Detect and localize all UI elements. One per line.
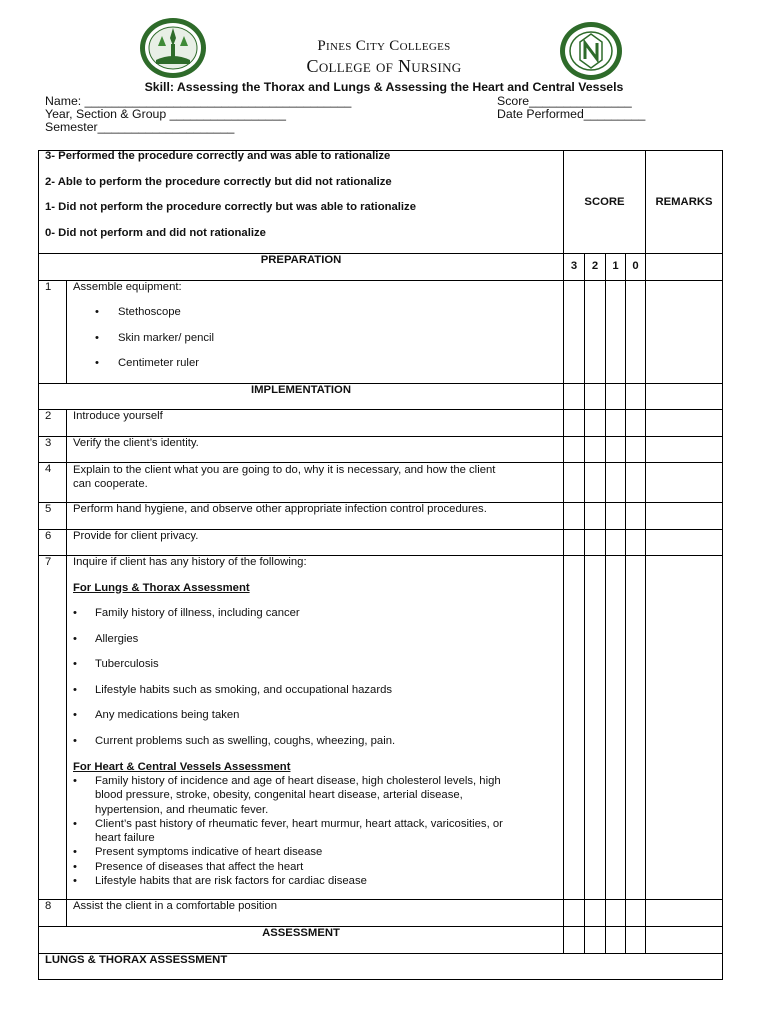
list-item: • Presence of diseases that affect the heart <box>73 860 304 873</box>
step-row-5 <box>39 503 723 530</box>
bullet-icon: • <box>73 683 77 696</box>
step-text: Assist the client in a comfortable position <box>67 900 564 927</box>
section-assessment: ASSESSMENT <box>39 927 564 954</box>
step-number: 2 <box>39 410 67 437</box>
step-text: Verify the client’s identity. <box>67 436 564 463</box>
list-item: • Family history of incidence and age of heart disease, high cholesterol levels, high blood pressure, stroke, obesity, congenital heart disease, arterial disease, hypertension, and rheumatic fever. <box>73 775 501 816</box>
bullet-icon: • <box>73 860 77 873</box>
score-header-1: 1 <box>606 254 626 281</box>
score-cell-0[interactable] <box>626 927 646 954</box>
score-cell-0[interactable] <box>626 529 646 556</box>
score-cell-1[interactable] <box>606 529 626 556</box>
step-text: Explain to the client what you are going to do, why it is necessary, and how the client <box>73 464 496 476</box>
remarks-cell[interactable] <box>646 503 723 530</box>
score-cell-0[interactable] <box>626 410 646 437</box>
remarks-cell[interactable] <box>646 254 723 281</box>
step-row-8 <box>39 900 723 927</box>
list-item: • Present symptoms indicative of heart disease <box>73 846 323 859</box>
skill-title: Skill: Assessing the Thorax and Lungs & Assessing the Heart and Central Vessels <box>144 80 624 94</box>
remarks-cell[interactable] <box>646 280 723 383</box>
step-number: 7 <box>39 556 67 900</box>
legend-row <box>39 151 723 254</box>
year-section-field[interactable]: Year, Section & Group _________________ <box>45 107 286 121</box>
bullet-icon: • <box>73 658 77 670</box>
score-cell-2[interactable] <box>585 503 606 530</box>
score-cell-0[interactable] <box>626 436 646 463</box>
step-text: Perform hand hygiene, and observe other appropriate infection control procedures. <box>67 503 564 530</box>
semester-field[interactable]: Semester____________________ <box>45 120 235 134</box>
step-text: Provide for client privacy. <box>67 529 564 556</box>
score-cell-2[interactable] <box>585 410 606 437</box>
remarks-cell[interactable] <box>646 463 723 503</box>
step-number: 4 <box>39 463 67 503</box>
remarks-column-header: REMARKS <box>646 151 723 254</box>
section-implementation: IMPLEMENTATION <box>39 383 564 410</box>
score-cell-1[interactable] <box>606 503 626 530</box>
step-row-4 <box>39 463 723 503</box>
score-cell-2[interactable] <box>585 900 606 927</box>
score-cell-3[interactable] <box>564 436 585 463</box>
college-name: Pines City Colleges <box>317 38 451 54</box>
bullet-icon: • <box>73 875 77 888</box>
implementation-header-row <box>39 383 723 410</box>
score-cell-1[interactable] <box>606 900 626 927</box>
preparation-header-row <box>39 254 723 281</box>
score-header-3: 3 <box>564 254 585 281</box>
bullet-icon: • <box>73 607 77 619</box>
name-field[interactable]: Name: _______________________________________ <box>45 94 352 108</box>
score-cell-1[interactable] <box>606 410 626 437</box>
score-column-header: SCORE <box>564 151 646 254</box>
score-cell-3[interactable] <box>564 556 585 900</box>
bullet-icon: • <box>73 846 77 859</box>
bullet-icon: • <box>73 734 77 747</box>
step-row-3 <box>39 436 723 463</box>
legend-item: 2- Able to perform the procedure correctly but did not rationalize <box>45 175 392 188</box>
score-cell-1[interactable] <box>606 383 626 410</box>
step-number: 1 <box>39 280 67 383</box>
score-cell-2[interactable] <box>585 556 606 900</box>
score-cell-1[interactable] <box>606 927 626 954</box>
score-cell-3[interactable] <box>564 410 585 437</box>
section-lungs-thorax: LUNGS & THORAX ASSESSMENT <box>39 953 723 980</box>
step-number: 3 <box>39 436 67 463</box>
scoring-legend <box>39 151 564 254</box>
step-number: 8 <box>39 900 67 927</box>
remarks-cell[interactable] <box>646 410 723 437</box>
list-item: • Family history of illness, including cancer <box>73 607 300 619</box>
bullet-icon: • <box>95 357 99 369</box>
subheading-heart-vessels: For Heart & Central Vessels Assessment <box>73 761 291 773</box>
assessment-header-row <box>39 927 723 954</box>
score-cell-0[interactable] <box>626 556 646 900</box>
list-item: • Centimeter ruler <box>95 357 199 369</box>
list-item: • Skin marker/ pencil <box>95 331 215 344</box>
remarks-cell[interactable] <box>646 436 723 463</box>
list-item: • Tuberculosis <box>73 658 159 670</box>
department-name: College of Nursing <box>306 56 462 76</box>
step-row-2 <box>39 410 723 437</box>
date-performed-field[interactable]: Date Performed_________ <box>497 107 646 121</box>
score-cell-3[interactable] <box>564 383 585 410</box>
score-cell-1[interactable] <box>606 436 626 463</box>
legend-item: 3- Performed the procedure correctly and was able to rationalize <box>45 150 391 162</box>
legend-item: 0- Did not perform and did not rationalize <box>45 226 266 239</box>
score-field[interactable]: Score_______________ <box>497 94 632 108</box>
score-cell-0[interactable] <box>626 503 646 530</box>
equipment-list <box>73 306 557 383</box>
list-item: • Current problems such as swelling, coughs, wheezing, pain. <box>73 734 396 747</box>
score-cell-3[interactable] <box>564 927 585 954</box>
score-cell-3[interactable] <box>564 503 585 530</box>
lungs-thorax-header-row <box>39 953 723 980</box>
score-cell-3[interactable] <box>564 900 585 927</box>
remarks-cell[interactable] <box>646 900 723 927</box>
step-number: 5 <box>39 503 67 530</box>
score-cell-0[interactable] <box>626 463 646 503</box>
step-row-7 <box>39 556 723 900</box>
remarks-cell[interactable] <box>646 556 723 900</box>
list-item: • Allergies <box>73 632 139 645</box>
score-cell-2[interactable] <box>585 927 606 954</box>
remarks-cell[interactable] <box>646 927 723 954</box>
heart-history-list <box>73 774 557 888</box>
bullet-icon: • <box>73 632 77 645</box>
bullet-icon: • <box>95 331 99 344</box>
bullet-icon: • <box>73 817 77 830</box>
remarks-cell[interactable] <box>646 529 723 556</box>
legend-item: 1- Did not perform the procedure correctly but was able to rationalize <box>45 201 416 213</box>
list-item: • Stethoscope <box>95 306 181 318</box>
score-cell-2[interactable] <box>585 529 606 556</box>
lungs-history-list <box>73 607 557 760</box>
score-cell-3[interactable] <box>564 280 585 383</box>
list-item: • Any medications being taken <box>73 709 240 721</box>
remarks-cell[interactable] <box>646 383 723 410</box>
section-preparation: PREPARATION <box>39 254 564 281</box>
score-header-2: 2 <box>585 254 606 281</box>
step-text: Assemble equipment: <box>73 280 182 293</box>
step-text: can cooperate. <box>73 478 148 490</box>
score-cell-2[interactable] <box>585 463 606 503</box>
bullet-icon: • <box>73 775 77 787</box>
step-text: Inquire if client has any history of the following: <box>73 556 307 568</box>
score-header-0: 0 <box>626 254 646 281</box>
score-cell-2[interactable] <box>585 280 606 383</box>
bullet-icon: • <box>73 709 77 721</box>
score-cell-0[interactable] <box>626 280 646 383</box>
bullet-icon: • <box>95 306 99 318</box>
score-cell-1[interactable] <box>606 463 626 503</box>
skills-checklist-table <box>38 150 723 980</box>
score-cell-2[interactable] <box>585 436 606 463</box>
step-text: Introduce yourself <box>67 410 564 437</box>
score-cell-1[interactable] <box>606 556 626 900</box>
score-cell-0[interactable] <box>626 900 646 927</box>
score-cell-0[interactable] <box>626 383 646 410</box>
step-row-6 <box>39 529 723 556</box>
subheading-lungs-thorax: For Lungs & Thorax Assessment <box>73 581 250 594</box>
list-item: • Client’s past history of rheumatic fever, heart murmur, heart attack, varicosities, or heart failure <box>73 817 503 845</box>
list-item: • Lifestyle habits that are risk factors for cardiac disease <box>73 875 367 888</box>
score-cell-1[interactable] <box>606 280 626 383</box>
score-cell-2[interactable] <box>585 383 606 410</box>
step-row-1 <box>39 280 723 383</box>
score-cell-3[interactable] <box>564 463 585 503</box>
list-item: • Lifestyle habits such as smoking, and occupational hazards <box>73 683 393 696</box>
step-number: 6 <box>39 529 67 556</box>
score-cell-3[interactable] <box>564 529 585 556</box>
